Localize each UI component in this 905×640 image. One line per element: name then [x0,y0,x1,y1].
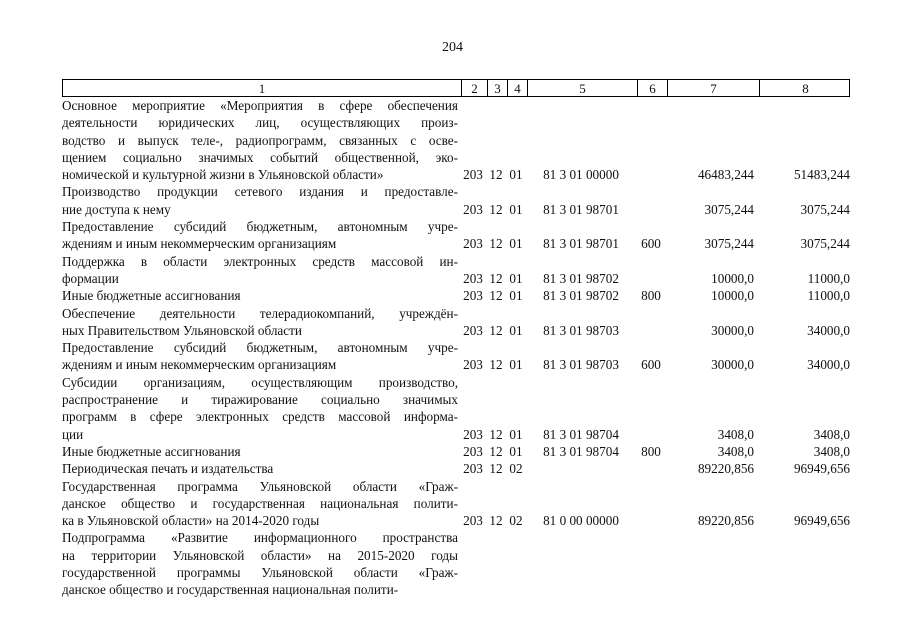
amount-col-7-cell: 3075,244 [704,201,754,217]
amount-col-7-cell: 3408,0 [717,443,754,459]
amount-col-8-cell: 3408,0 [813,426,850,442]
target-article-cell: 81 3 01 98703 [543,322,619,338]
row-name-line: Субсидии организациям, осуществляющим производство, [62,374,458,390]
admin-code-cell: 203 [463,236,483,252]
table-row [62,97,850,183]
table-body [62,97,850,599]
row-name-cell [62,374,460,443]
table-row [62,287,850,304]
admin-code-cell: 203 [463,461,483,477]
subsection-cell: 01 [509,167,523,183]
page-number: 204 [442,40,463,55]
row-name-line: щением социально значимых событий общественной, эко- [62,149,458,165]
amount-col-7-cell: 89220,856 [697,513,754,529]
row-name-line: Периодическая печать и издательства [62,461,274,477]
row-name-line: Подпрограмма «Развитие информационного пространства [62,530,458,546]
admin-code-cell: 203 [463,443,483,459]
table-row [62,460,850,477]
target-article-cell: 81 0 00 00000 [543,513,619,529]
row-name-line: ждениям и иным некоммерческим организациям [62,236,337,252]
expense-type-cell: 600 [641,357,661,373]
table-row [62,253,850,288]
header-col-3: 3 [487,80,507,96]
expense-type-cell: 800 [641,288,661,304]
section-cell: 12 [489,322,503,338]
amount-col-7-cell: 46483,244 [697,167,754,183]
row-name-cell [62,529,460,598]
row-name-line: Предоставление субсидий бюджетным, автономным учре- [62,219,458,235]
subsection-cell: 01 [509,201,523,217]
admin-code-cell: 203 [463,513,483,529]
table-row [62,218,850,253]
subsection-cell: 02 [509,513,523,529]
row-name-line: Иные бюджетные ассигнования [62,288,241,304]
target-article-cell: 81 3 01 00000 [543,167,619,183]
amount-col-8-cell: 3075,244 [800,236,850,252]
row-name-cell [62,460,460,477]
budget-table [62,79,850,599]
row-name-cell [62,478,460,530]
section-cell: 12 [489,426,503,442]
amount-col-7-cell: 3408,0 [717,426,754,442]
row-name-line: Производство продукции сетевого издания и предоставле- [62,184,458,200]
section-cell: 12 [489,270,503,286]
row-name-cell [62,97,460,183]
amount-col-8-cell: 51483,244 [793,167,850,183]
subsection-cell: 01 [509,322,523,338]
target-article-cell: 81 3 01 98704 [543,426,619,442]
header-col-4: 4 [507,80,527,96]
amount-col-7-cell: 30000,0 [711,357,754,373]
row-name-cell [62,443,460,460]
admin-code-cell: 203 [463,167,483,183]
section-cell: 12 [489,236,503,252]
header-col-1: 1 [258,81,266,96]
section-cell: 12 [489,201,503,217]
row-name-cell [62,305,460,340]
row-name-line: ние доступа к нему [62,201,171,217]
amount-col-8-cell: 3408,0 [813,443,850,459]
admin-code-cell: 203 [463,270,483,286]
target-article-cell: 81 3 01 98702 [543,288,619,304]
section-cell: 12 [489,288,503,304]
row-name-line: ждениям и иным некоммерческим организациям [62,357,337,373]
amount-col-7-cell: 10000,0 [711,270,754,286]
subsection-cell: 01 [509,270,523,286]
column-number-header [62,79,850,97]
section-cell: 12 [489,513,503,529]
section-cell: 12 [489,167,503,183]
row-name-cell [62,218,460,253]
amount-col-7-cell: 89220,856 [697,461,754,477]
header-col-2: 2 [461,80,487,96]
table-row [62,443,850,460]
row-name-line: государственной программы Ульяновской области «Граж- [62,565,458,581]
section-cell: 12 [489,357,503,373]
row-name-line: формации [62,270,119,286]
header-col-6: 6 [637,80,667,96]
expense-type-cell: 800 [641,443,661,459]
amount-col-7-cell: 3075,244 [704,236,754,252]
header-col-8: 8 [759,80,851,96]
table-row [62,529,850,598]
subsection-cell: 01 [509,288,523,304]
admin-code-cell: 203 [463,322,483,338]
row-name-line: Обеспечение деятельности телерадиокомпаний, учреждён- [62,305,458,321]
target-article-cell: 81 3 01 98704 [543,443,619,459]
amount-col-8-cell: 96949,656 [793,461,850,477]
row-name-line: Иные бюджетные ассигнования [62,443,241,459]
target-article-cell: 81 3 01 98701 [543,236,619,252]
admin-code-cell: 203 [463,357,483,373]
admin-code-cell: 203 [463,288,483,304]
row-name-line: данское общество и государственная национальная полити- [62,582,399,598]
header-col-5: 5 [527,80,637,96]
subsection-cell: 01 [509,357,523,373]
subsection-cell: 01 [509,236,523,252]
table-row [62,305,850,340]
subsection-cell: 01 [509,443,523,459]
amount-col-8-cell: 34000,0 [807,357,850,373]
row-name-line: ных Правительством Ульяновской области [62,322,302,338]
amount-col-8-cell: 3075,244 [800,201,850,217]
row-name-line: распространение и тиражирование социально значимых [62,392,458,408]
row-name-line: Основное мероприятие «Мероприятия в сфере обеспечения [62,98,458,113]
section-cell: 12 [489,443,503,459]
target-article-cell: 81 3 01 98701 [543,201,619,217]
amount-col-7-cell: 10000,0 [711,288,754,304]
table-row [62,183,850,218]
row-name-line: Предоставление субсидий бюджетным, автономным учре- [62,340,458,356]
row-name-line: ка в Ульяновской области» на 2014-2020 годы [62,513,320,529]
row-name-cell [62,287,460,304]
amount-col-8-cell: 34000,0 [807,322,850,338]
subsection-cell: 02 [509,461,523,477]
amount-col-7-cell: 30000,0 [711,322,754,338]
row-name-line: программ в сфере электронных средств массовой информа- [62,409,458,425]
amount-col-8-cell: 96949,656 [793,513,850,529]
admin-code-cell: 203 [463,201,483,217]
row-name-line: ции [62,426,84,442]
row-name-line: Поддержка в области электронных средств массовой ин- [62,253,458,269]
target-article-cell: 81 3 01 98702 [543,270,619,286]
table-row [62,339,850,374]
expense-type-cell: 600 [641,236,661,252]
admin-code-cell: 203 [463,426,483,442]
amount-col-8-cell: 11000,0 [807,270,850,286]
row-name-line: на территории Ульяновской области» на 2015-2020 годы [62,547,458,563]
row-name-cell [62,183,460,218]
row-name-cell [62,253,460,288]
subsection-cell: 01 [509,426,523,442]
row-name-line: водство и выпуск теле-, радиопрограмм, связанных с осве- [62,132,458,148]
header-col-7: 7 [667,80,759,96]
target-article-cell: 81 3 01 98703 [543,357,619,373]
table-row [62,374,850,443]
row-name-cell [62,339,460,374]
table-row [62,478,850,530]
amount-col-8-cell: 11000,0 [807,288,850,304]
row-name-line: деятельности юридических лиц, осуществляющих произ- [62,115,458,131]
row-name-line: Государственная программа Ульяновской области «Граж- [62,478,458,494]
section-cell: 12 [489,461,503,477]
row-name-line: номической и культурной жизни в Ульяновской области» [62,167,384,183]
row-name-line: данское общество и государственная национальная полити- [62,495,458,511]
